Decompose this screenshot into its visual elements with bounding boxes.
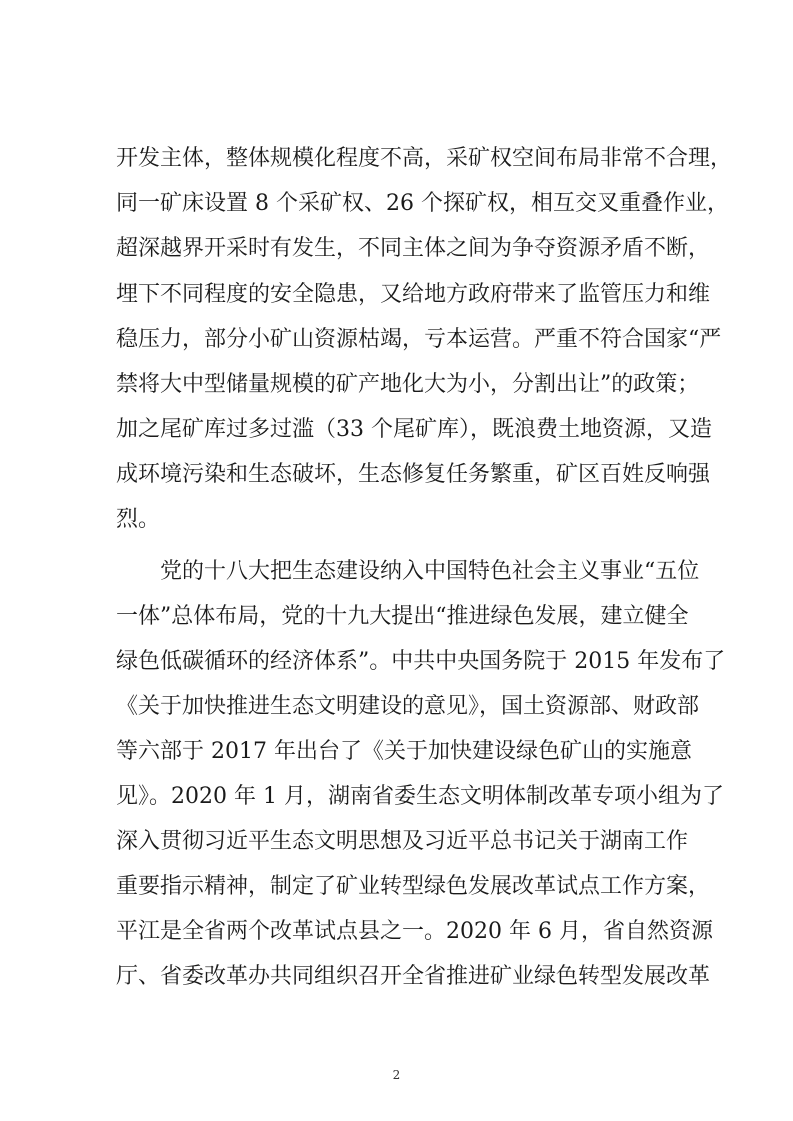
text-line: 加之尾矿库过多过滥（33 个尾矿库），既浪费土地资源，又造 (116, 417, 712, 442)
text-line: 绿色低碳循环的经济体系”。中共中央国务院于 2015 年发布了 (116, 649, 726, 674)
text-line: 平江是全省两个改革试点县之一。2020 年 6 月，省自然资源 (116, 919, 713, 944)
text-line: 一体”总体布局，党的十九大提出“推进绿色发展，建立健全 (116, 604, 689, 629)
text-line: 成环境污染和生态破坏，生态修复任务繁重，矿区百姓反响强 (116, 462, 711, 487)
text-line: 烈。 (116, 507, 161, 532)
text-line: 稳压力，部分小矿山资源枯竭，亏本运营。严重不符合国家“严 (116, 327, 722, 352)
text-line: 超深越界开采时有发生，不同主体之间为争夺资源矛盾不断， (116, 236, 711, 261)
text-line: 厅、省委改革办共同组织召开全省推进矿业绿色转型发展改革 (116, 964, 711, 989)
text-line: 禁将大中型储量规模的矿产地化大为小，分割出让”的政策； (116, 372, 700, 397)
page-number: 2 (392, 1068, 401, 1082)
text-line: 埋下不同程度的安全隐患，又给地方政府带来了监管压力和维 (116, 282, 711, 307)
text-line: 深入贯彻习近平生态文明思想及习近平总书记关于湖南工作 (116, 829, 689, 854)
text-line: 见》。2020 年 1 月，湖南省委生态文明体制改革专项小组为了 (116, 784, 724, 809)
text-line: 《关于加快推进生态文明建设的意见》，国土资源部、财政部 (116, 694, 700, 719)
text-line: 等六部于 2017 年出台了《关于加快建设绿色矿山的实施意 (116, 739, 692, 764)
text-line: 开发主体，整体规模化程度不高，采矿权空间布局非常不合理， (116, 146, 733, 171)
text-line: 同一矿床设置 8 个采矿权、26 个探矿权，相互交叉重叠作业， (116, 191, 729, 216)
paragraph-first-line: 党的十八大把生态建设纳入中国特色社会主义事业“五位 (160, 559, 700, 584)
text-line: 重要指示精神，制定了矿业转型绿色发展改革试点工作方案， (116, 874, 711, 899)
